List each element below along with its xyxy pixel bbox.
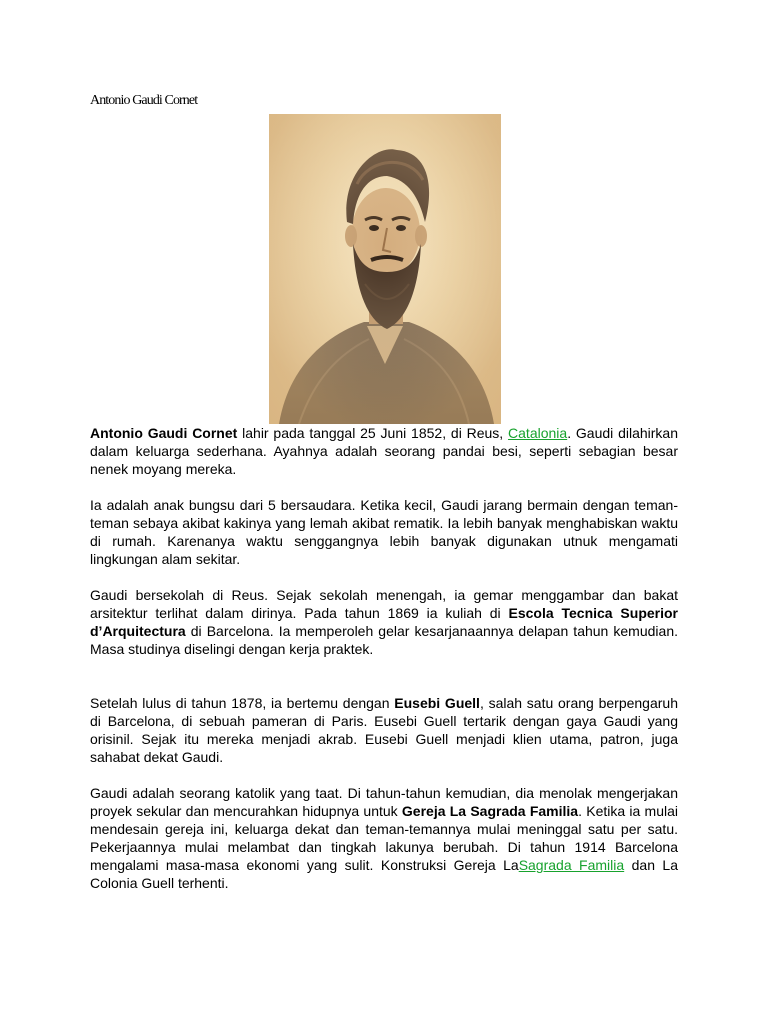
text-segment: Gaudi bersekolah di Reus. Sejak sekolah menengah, ia gemar menggambar dan bakat arsitektur terlihat dalam dirinya. Pada tahun 1869 ia kuliah di — [90, 587, 678, 621]
text-segment: di Barcelona. Ia memperoleh gelar kesarjanaannya delapan tahun kemudian. Masa studinya diselingi dengan kerja praktek. — [90, 623, 678, 657]
catalonia-link[interactable]: Catalonia — [508, 425, 568, 441]
bold-school-name: Escola Tecnica Superior d’Arquitectura — [90, 605, 678, 639]
paragraph-2 — [90, 496, 678, 568]
paragraph-4 — [90, 694, 678, 766]
bold-name: Antonio Gaudi Cornet — [90, 425, 238, 441]
document-title: Antonio Gaudi Cornet — [90, 93, 198, 108]
bold-patron-name: Eusebi Guell — [394, 695, 480, 711]
text-segment: . Gaudi dilahirkan dalam keluarga sederhana. Ayahnya adalah seorang pandai besi, seperti sebagian besar nenek moyang mereka. — [90, 425, 679, 477]
text-segment: Setelah lulus di tahun 1878, ia bertemu dengan — [90, 695, 395, 711]
portrait-photo — [269, 114, 501, 424]
bold-church-name: Gereja La Sagrada Familia — [401, 803, 579, 819]
text-segment: , salah satu orang berpengaruh di Barcelona, di sebuah pameran di Paris. Eusebi Guell tertarik dengan gaya Gaudi yang orisinil. Sejak itu mereka menjadi akrab. Eusebi Guell menjadi klien utama, patron, juga sahabat dekat Gaudi. — [90, 695, 678, 765]
paragraph-3 — [90, 586, 678, 658]
text-segment: lahir pada tanggal 25 Juni 1852, di Reus, — [237, 425, 509, 441]
article-body — [90, 424, 678, 892]
text-segment: Ia adalah anak bungsu dari 5 bersaudara. Ketika kecil, Gaudi jarang bermain dengan teman-teman sebaya akibat kakinya yang lemah akibat rematik. Ia lebih banyak menghabiskan waktu di rumah. Karenanya waktu senggangnya lebih banyak digunakan utnuk mengamati lingkungan alam sekitar. — [90, 497, 678, 567]
text-segment: dan La Colonia Guell terhenti. — [90, 857, 678, 891]
sagrada-familia-link[interactable]: Sagrada Familia — [518, 857, 625, 873]
paragraph-5 — [90, 784, 678, 892]
text-segment: . Ketika ia mulai mendesain gereja ini, keluarga dekat dan teman-temannya mulai meninggal satu per satu. Pekerjaannya mulai melambat dan tingkah lakunya berubah. Di tahun 1914 Barcelona mengalami masa-masa ekonomi yang sulit. Konstruksi Gereja La — [90, 803, 678, 873]
paragraph-1 — [90, 424, 678, 478]
text-segment: Gaudi adalah seorang katolik yang taat. Di tahun-tahun kemudian, dia menolak mengerjakan proyek sekular dan mencurahkan hidupnya untuk — [90, 785, 678, 819]
